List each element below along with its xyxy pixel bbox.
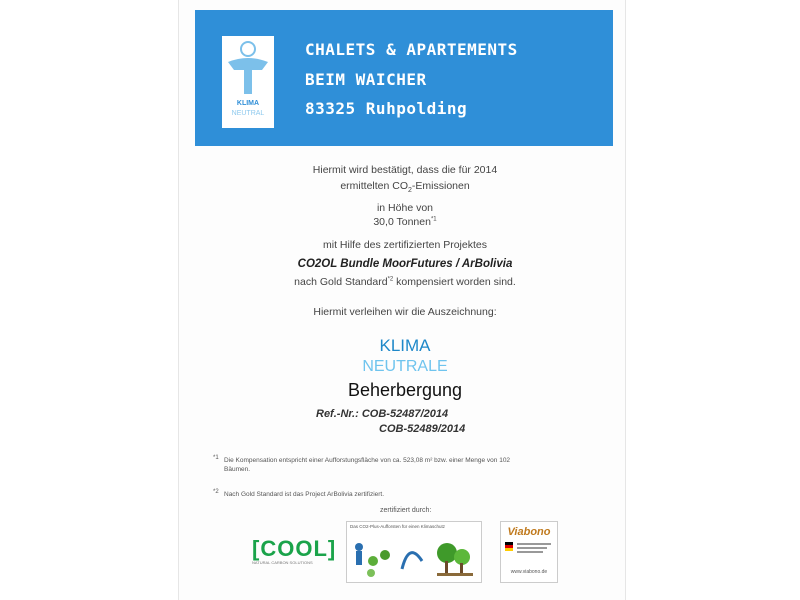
co2-plus-title: Das CO2-Plus-Aufforsten für einen Klimaschutz	[350, 524, 445, 529]
co2-subscript: 2	[408, 187, 412, 195]
viabono-url: www.viabono.de	[510, 569, 548, 575]
project-intro: mit Hilfe des zertifizierten Projektes	[323, 239, 487, 251]
cool-logo-tagline: NATURAL CARBON SOLUTIONS	[252, 560, 313, 565]
award-intro: Hiermit verleihen wir die Auszeichnung:	[313, 306, 497, 318]
logo-label-neutral: NEUTRAL	[231, 110, 265, 117]
emissions-text-a: ermittelten CO	[340, 180, 408, 192]
company-name-line1: CHALETS & APARTEMENTS	[305, 40, 518, 59]
ref-number-line-1	[316, 408, 448, 420]
award-title-klima: KLIMA	[379, 336, 431, 355]
klima-neutral-logo	[222, 36, 274, 128]
emissions-text-b: -Emissionen	[411, 180, 470, 192]
compensated-text: kompensiert worden sind.	[393, 276, 516, 288]
footnote-marker-1: *1	[213, 455, 219, 461]
cool-logo-text: [COOL]	[252, 536, 337, 561]
amount-value	[230, 216, 580, 228]
award-title-neutrale: NEUTRALE	[362, 358, 448, 375]
project-name: CO2OL Bundle MoorFutures / ArBolivia	[297, 258, 513, 270]
footnote-marker-2: *2	[213, 489, 219, 495]
award-title-beherbergung: Beherbergung	[347, 380, 463, 400]
ref-number-1: COB-52487/2014	[361, 408, 449, 420]
company-name-line2: BEIM WAICHER	[305, 70, 427, 89]
emissions-line	[230, 180, 580, 194]
figure-icon	[222, 36, 274, 100]
tonnes-text: 30,0 Tonnen	[373, 216, 431, 228]
cool-logo	[252, 536, 337, 568]
footnote-ref-2: *2	[387, 276, 394, 283]
footnote-2-text: Nach Gold Standard ist das Project ArBolivia zertifiziert.	[224, 491, 385, 498]
compensation-line	[230, 276, 580, 288]
amount-intro: in Höhe von	[376, 202, 434, 214]
co2-plus-logo	[346, 521, 482, 583]
footnote-1-text-cont: Bäumen.	[224, 466, 251, 473]
flag-icon	[501, 538, 557, 564]
logo-label-klima: KLIMA	[236, 100, 260, 107]
footnote-1-text: Die Kompensation entspricht einer Aufforstungsfläche von ca. 523,08 m² bzw. einer Menge von 102	[224, 457, 511, 464]
footnote-ref-1: *1	[430, 216, 437, 223]
viabono-logo	[500, 521, 558, 583]
ref-label: Ref.-Nr.:	[316, 408, 359, 420]
viabono-wordmark: Viabono	[507, 526, 551, 538]
confirmation-line: Hiermit wird bestätigt, dass die für 2014	[312, 164, 498, 176]
gold-standard-text: nach Gold Standard	[294, 276, 388, 288]
ref-number-2: COB-52489/2014	[379, 423, 466, 435]
company-address: 83325 Ruhpolding	[305, 99, 468, 118]
forest-graphic-icon	[347, 531, 481, 581]
certified-by-label: zertifiziert durch:	[380, 507, 432, 514]
